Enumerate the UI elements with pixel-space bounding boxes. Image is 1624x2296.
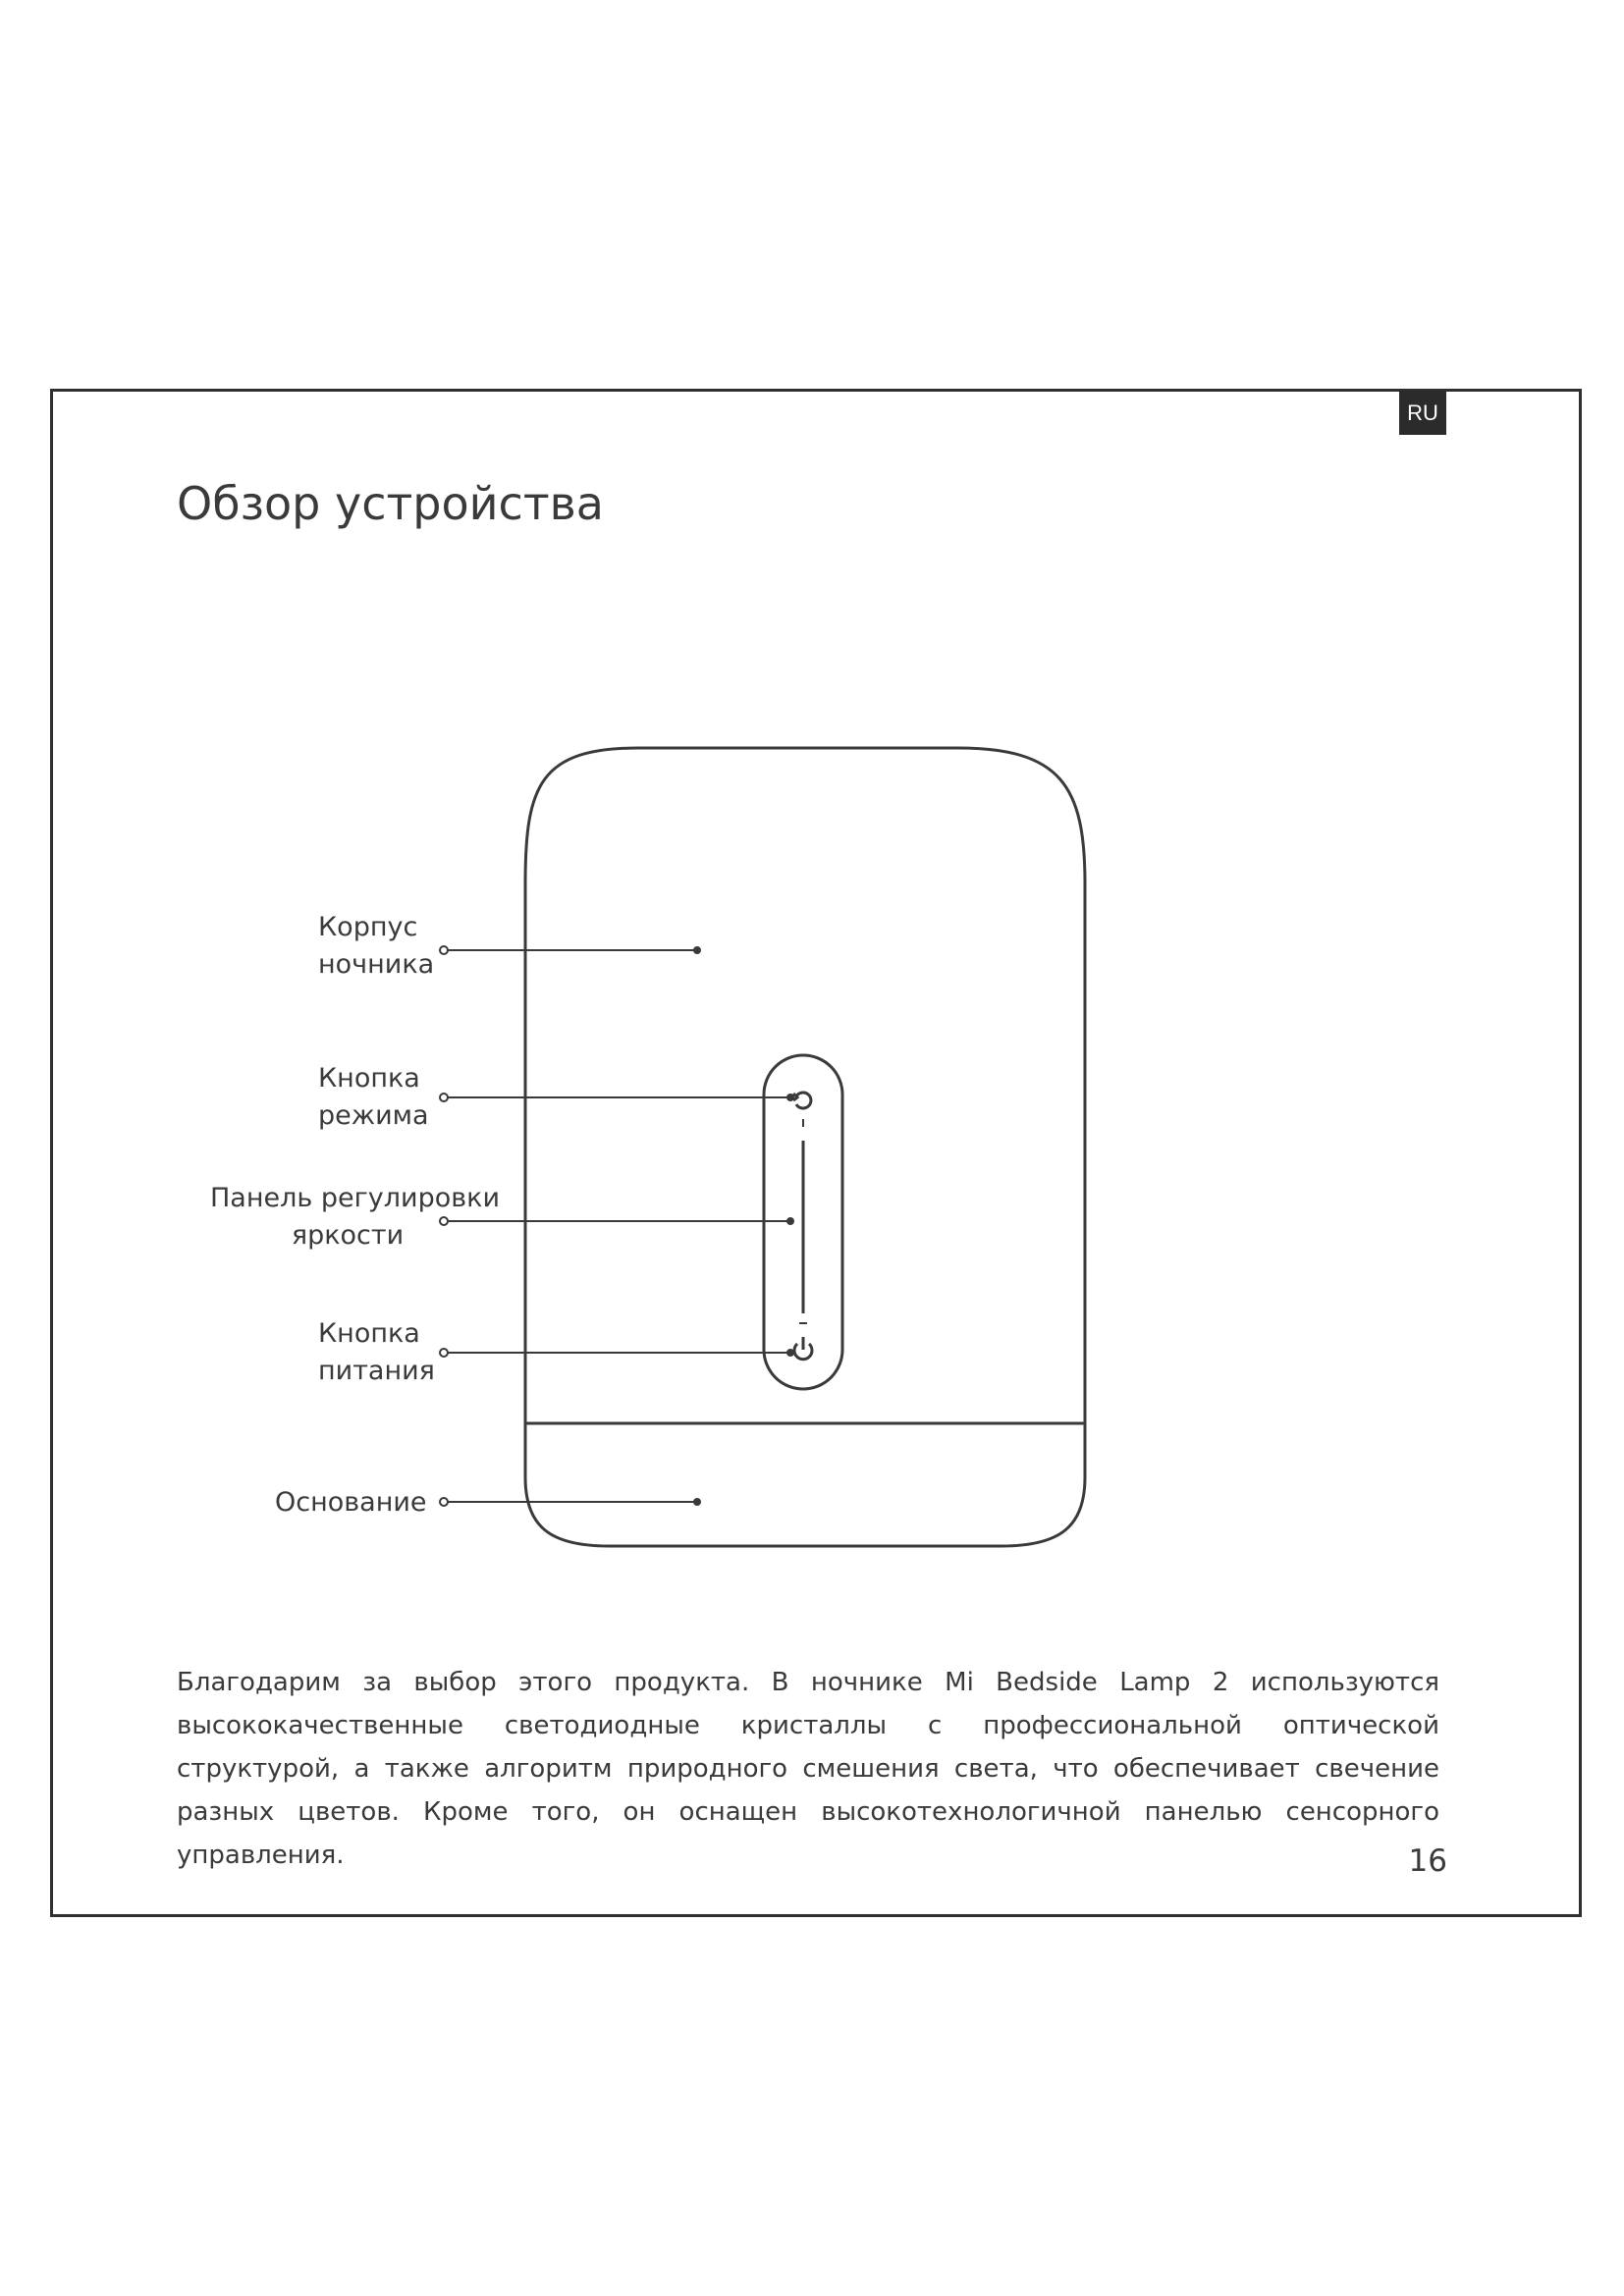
callout-lamp-body: Корпус ночника [318, 912, 435, 980]
callout-brightness-panel: Панель регулировки яркости [210, 1183, 501, 1251]
language-badge: RU [1399, 391, 1446, 435]
callout-mode-button: Кнопка режима [318, 1063, 429, 1131]
page-title: Обзор устройства [177, 477, 604, 530]
intro-paragraph: Благодарим за выбор этого продукта. В ночнике Mi Bedside Lamp 2 используются высококачественные светодиодные кристаллы с профессиональной оптической структурой, а также алгоритм природного смешения света, что обеспечивает свечение разных цветов. Кроме того, он оснащен высокотехнологичной панелью сенсорного управления. [177, 1668, 1439, 1870]
page-number: 16 [1408, 1843, 1447, 1879]
callout-power-button: Кнопка питания [318, 1318, 435, 1386]
callout-base: Основание [275, 1487, 427, 1518]
